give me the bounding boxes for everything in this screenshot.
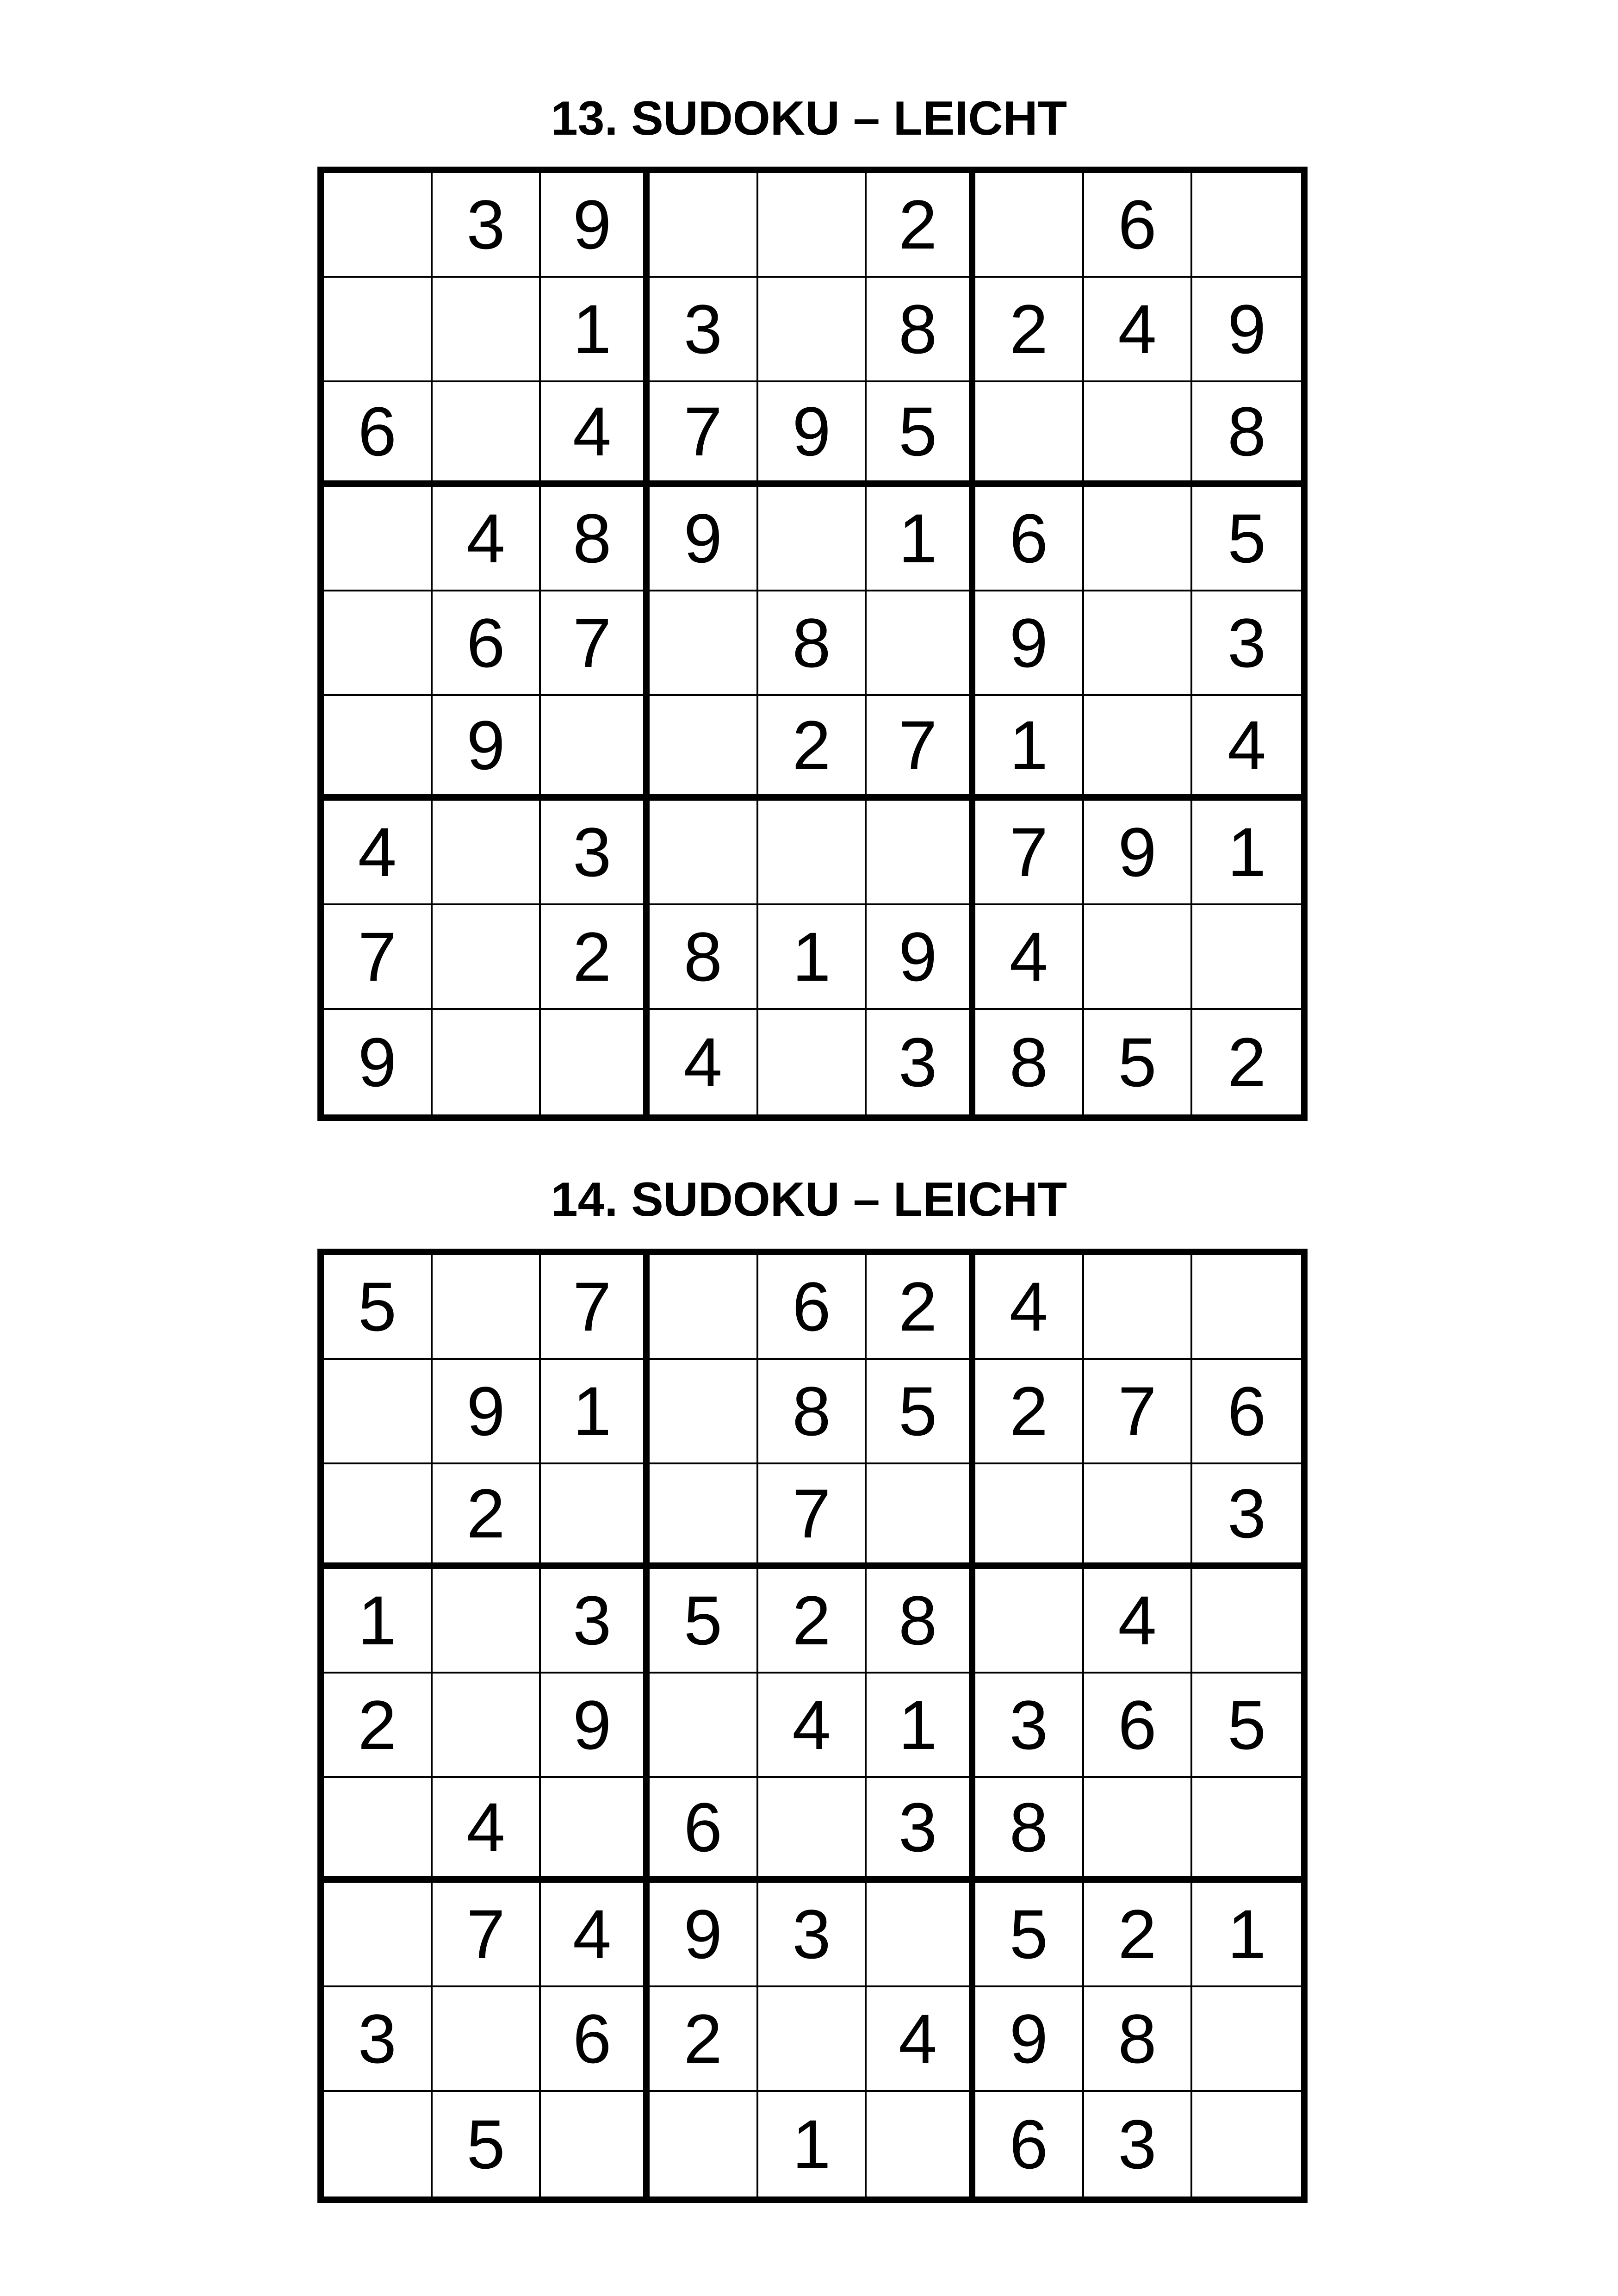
given-cell: 9 <box>650 1883 758 1987</box>
empty-cell[interactable] <box>975 173 1084 278</box>
empty-cell[interactable] <box>758 1010 867 1114</box>
empty-cell[interactable] <box>1084 382 1193 487</box>
empty-cell[interactable] <box>324 487 433 591</box>
empty-cell[interactable] <box>1192 173 1301 278</box>
given-cell: 3 <box>758 1883 867 1987</box>
empty-cell[interactable] <box>1192 1987 1301 2092</box>
given-cell: 5 <box>650 1569 758 1674</box>
given-cell: 9 <box>541 1674 650 1778</box>
given-cell: 8 <box>867 278 975 382</box>
given-cell: 8 <box>867 1569 975 1674</box>
given-cell: 9 <box>433 696 541 801</box>
empty-cell[interactable] <box>1192 2092 1301 2196</box>
given-cell: 9 <box>867 905 975 1010</box>
empty-cell[interactable] <box>433 1255 541 1360</box>
given-cell: 9 <box>650 487 758 591</box>
given-cell: 3 <box>867 1778 975 1883</box>
given-cell: 3 <box>867 1010 975 1114</box>
given-cell: 7 <box>541 591 650 696</box>
given-cell: 8 <box>758 1360 867 1464</box>
given-cell: 2 <box>541 905 650 1010</box>
empty-cell[interactable] <box>650 2092 758 2196</box>
sudoku-grid <box>317 1249 1308 2203</box>
given-cell: 4 <box>975 905 1084 1010</box>
empty-cell[interactable] <box>758 487 867 591</box>
empty-cell[interactable] <box>324 278 433 382</box>
empty-cell[interactable] <box>1192 1569 1301 1674</box>
given-cell: 3 <box>433 173 541 278</box>
empty-cell[interactable] <box>324 696 433 801</box>
given-cell: 5 <box>975 1883 1084 1987</box>
given-cell: 8 <box>541 487 650 591</box>
empty-cell[interactable] <box>758 173 867 278</box>
given-cell: 5 <box>867 1360 975 1464</box>
given-cell: 4 <box>650 1010 758 1114</box>
empty-cell[interactable] <box>1192 1255 1301 1360</box>
given-cell: 4 <box>433 1778 541 1883</box>
empty-cell[interactable] <box>650 591 758 696</box>
given-cell: 4 <box>1192 696 1301 801</box>
empty-cell[interactable] <box>433 801 541 905</box>
empty-cell[interactable] <box>867 2092 975 2196</box>
empty-cell[interactable] <box>867 801 975 905</box>
empty-cell[interactable] <box>867 1464 975 1569</box>
given-cell: 8 <box>758 591 867 696</box>
empty-cell[interactable] <box>324 1778 433 1883</box>
given-cell: 4 <box>541 1883 650 1987</box>
given-cell: 6 <box>975 2092 1084 2196</box>
empty-cell[interactable] <box>867 1883 975 1987</box>
given-cell: 7 <box>324 905 433 1010</box>
given-cell: 2 <box>975 278 1084 382</box>
empty-cell[interactable] <box>541 696 650 801</box>
empty-cell[interactable] <box>1084 1255 1193 1360</box>
given-cell: 4 <box>1084 1569 1193 1674</box>
given-cell: 2 <box>1084 1883 1193 1987</box>
empty-cell[interactable] <box>541 1464 650 1569</box>
empty-cell[interactable] <box>1084 905 1193 1010</box>
given-cell: 9 <box>1192 278 1301 382</box>
empty-cell[interactable] <box>1192 1778 1301 1883</box>
empty-cell[interactable] <box>324 1883 433 1987</box>
given-cell: 9 <box>975 591 1084 696</box>
empty-cell[interactable] <box>975 382 1084 487</box>
given-cell: 3 <box>541 801 650 905</box>
given-cell: 7 <box>433 1883 541 1987</box>
given-cell: 7 <box>650 382 758 487</box>
given-cell: 3 <box>324 1987 433 2092</box>
empty-cell[interactable] <box>650 1464 758 1569</box>
given-cell: 4 <box>324 801 433 905</box>
empty-cell[interactable] <box>541 2092 650 2196</box>
given-cell: 1 <box>758 2092 867 2196</box>
given-cell: 2 <box>433 1464 541 1569</box>
given-cell: 9 <box>975 1987 1084 2092</box>
given-cell: 2 <box>758 696 867 801</box>
empty-cell[interactable] <box>758 1778 867 1883</box>
given-cell: 2 <box>975 1360 1084 1464</box>
empty-cell[interactable] <box>758 278 867 382</box>
given-cell: 5 <box>324 1255 433 1360</box>
empty-cell[interactable] <box>1084 1464 1193 1569</box>
given-cell: 6 <box>650 1778 758 1883</box>
given-cell: 9 <box>541 173 650 278</box>
given-cell: 7 <box>1084 1360 1193 1464</box>
given-cell: 7 <box>541 1255 650 1360</box>
given-cell: 7 <box>758 1464 867 1569</box>
given-cell: 8 <box>650 905 758 1010</box>
given-cell: 8 <box>975 1778 1084 1883</box>
empty-cell[interactable] <box>1084 487 1193 591</box>
given-cell: 6 <box>758 1255 867 1360</box>
given-cell: 3 <box>1192 1464 1301 1569</box>
empty-cell[interactable] <box>433 1674 541 1778</box>
given-cell: 3 <box>975 1674 1084 1778</box>
given-cell: 9 <box>324 1010 433 1114</box>
empty-cell[interactable] <box>650 1255 758 1360</box>
sudoku-grid <box>317 167 1308 1121</box>
given-cell: 9 <box>433 1360 541 1464</box>
given-cell: 4 <box>758 1674 867 1778</box>
given-cell: 8 <box>1192 382 1301 487</box>
empty-cell[interactable] <box>541 1010 650 1114</box>
empty-cell[interactable] <box>433 278 541 382</box>
given-cell: 7 <box>975 801 1084 905</box>
given-cell: 3 <box>1084 2092 1193 2196</box>
given-cell: 1 <box>867 1674 975 1778</box>
given-cell: 1 <box>1192 801 1301 905</box>
given-cell: 2 <box>324 1674 433 1778</box>
empty-cell[interactable] <box>433 1987 541 2092</box>
given-cell: 3 <box>541 1569 650 1674</box>
empty-cell[interactable] <box>324 2092 433 2196</box>
empty-cell[interactable] <box>758 1987 867 2092</box>
given-cell: 5 <box>1192 1674 1301 1778</box>
given-cell: 1 <box>541 1360 650 1464</box>
given-cell: 4 <box>433 487 541 591</box>
given-cell: 6 <box>1084 1674 1193 1778</box>
given-cell: 9 <box>758 382 867 487</box>
given-cell: 6 <box>324 382 433 487</box>
given-cell: 6 <box>1192 1360 1301 1464</box>
given-cell: 7 <box>867 696 975 801</box>
empty-cell[interactable] <box>650 173 758 278</box>
empty-cell[interactable] <box>324 1464 433 1569</box>
given-cell: 1 <box>541 278 650 382</box>
given-cell: 1 <box>867 487 975 591</box>
given-cell: 6 <box>1084 173 1193 278</box>
given-cell: 6 <box>541 1987 650 2092</box>
empty-cell[interactable] <box>1084 591 1193 696</box>
empty-cell[interactable] <box>433 382 541 487</box>
given-cell: 5 <box>1084 1010 1193 1114</box>
given-cell: 5 <box>433 2092 541 2196</box>
empty-cell[interactable] <box>650 801 758 905</box>
empty-cell[interactable] <box>324 591 433 696</box>
given-cell: 2 <box>650 1987 758 2092</box>
given-cell: 4 <box>1084 278 1193 382</box>
given-cell: 3 <box>1192 591 1301 696</box>
given-cell: 4 <box>975 1255 1084 1360</box>
empty-cell[interactable] <box>1084 1778 1193 1883</box>
given-cell: 5 <box>867 382 975 487</box>
given-cell: 2 <box>867 1255 975 1360</box>
empty-cell[interactable] <box>541 1778 650 1883</box>
empty-cell[interactable] <box>650 1360 758 1464</box>
given-cell: 8 <box>1084 1987 1193 2092</box>
empty-cell[interactable] <box>324 173 433 278</box>
given-cell: 2 <box>867 173 975 278</box>
given-cell: 5 <box>1192 487 1301 591</box>
empty-cell[interactable] <box>975 1464 1084 1569</box>
empty-cell[interactable] <box>433 1569 541 1674</box>
given-cell: 4 <box>867 1987 975 2092</box>
empty-cell[interactable] <box>650 1674 758 1778</box>
given-cell: 1 <box>975 696 1084 801</box>
given-cell: 1 <box>324 1569 433 1674</box>
given-cell: 2 <box>1227 1023 1266 1101</box>
given-cell: 1 <box>1192 1883 1301 1987</box>
empty-cell[interactable] <box>975 1569 1084 1674</box>
empty-cell[interactable] <box>867 591 975 696</box>
given-cell: 4 <box>541 382 650 487</box>
given-cell: 6 <box>433 591 541 696</box>
empty-cell[interactable] <box>324 1360 433 1464</box>
empty-cell[interactable] <box>433 905 541 1010</box>
given-cell: 6 <box>975 487 1084 591</box>
empty-cell[interactable] <box>1084 696 1193 801</box>
empty-cell[interactable] <box>433 1010 541 1114</box>
puzzle-title: 14. SUDOKU – LEICHT <box>551 1173 1067 1226</box>
empty-cell[interactable] <box>650 696 758 801</box>
given-cell: 8 <box>975 1010 1084 1114</box>
given-cell: 1 <box>758 905 867 1010</box>
given-cell: 2 <box>758 1569 867 1674</box>
empty-cell[interactable] <box>1192 905 1301 1010</box>
puzzle-title: 13. SUDOKU – LEICHT <box>551 92 1067 145</box>
empty-cell[interactable] <box>758 801 867 905</box>
given-cell: 3 <box>650 278 758 382</box>
given-cell: 9 <box>1084 801 1193 905</box>
